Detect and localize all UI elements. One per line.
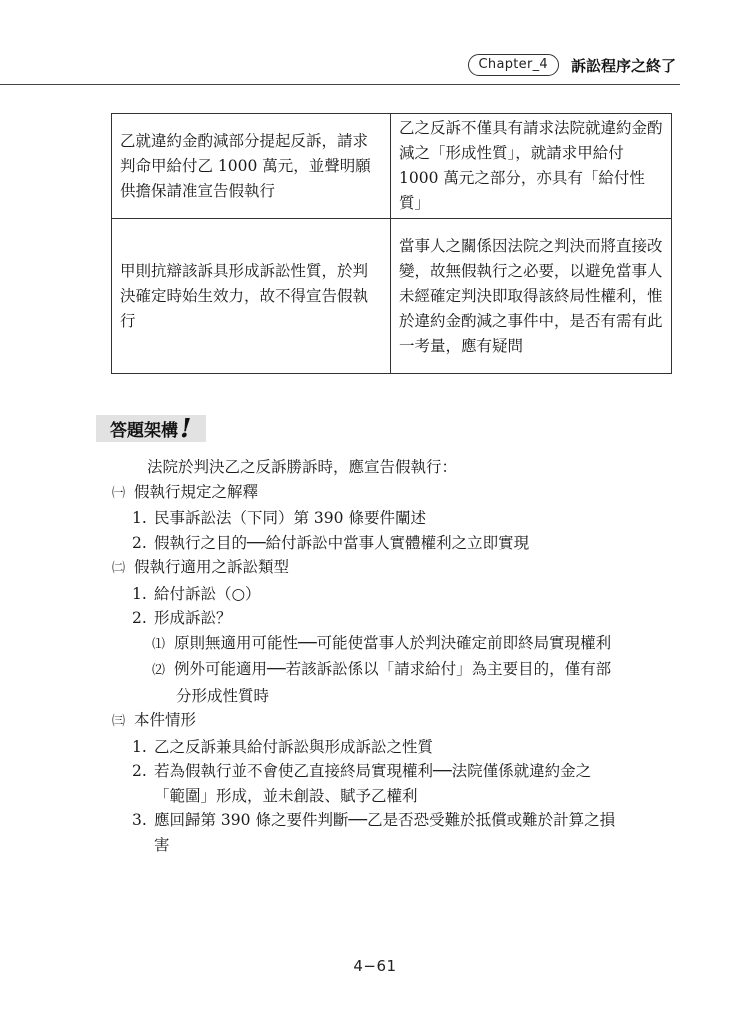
- outline-subitem: [0, 657, 750, 684]
- outline-section-3: [0, 708, 750, 735]
- subitem-text: 例外可能適用──若該訴訟係以「請求給付」為主要目的，僅有部: [174, 660, 612, 678]
- item-text: 假執行之目的──給付訴訟中當事人實體權利之立即實現: [154, 533, 530, 552]
- subitem-number: ⑵: [152, 663, 166, 678]
- outline-section-2: [0, 555, 750, 582]
- item-continuation: 害: [154, 835, 170, 854]
- table-row: [112, 219, 672, 374]
- outline-item: [0, 531, 750, 556]
- table-row: [112, 114, 672, 219]
- outline-item: [0, 582, 750, 607]
- running-header: [468, 54, 676, 76]
- section-marker: ㈡: [112, 561, 126, 576]
- table-cell-analysis: 當事人之關係因法院之判決而將直接改變，故無假執行之必要，以避免當事人未經確定判決即取得該終局性權利，惟於違約金酌減之事件中，是否有需有此一考量，應有疑問: [391, 219, 672, 374]
- section-heading: [96, 415, 206, 442]
- outline-item: [0, 506, 750, 531]
- exclamation-icon: !: [180, 413, 192, 444]
- item-text: 若為假執行並不會使乙直接終局實現權利──法院僅係就違約金之: [154, 762, 592, 780]
- item-number: 1.: [132, 584, 147, 603]
- page-number: 4−61: [353, 957, 397, 975]
- table-cell-analysis: 乙之反訴不僅具有請求法院就違約金酌減之「形成性質」，就請求甲給付 1000 萬元之部分，亦具有「給付性質」: [391, 114, 672, 219]
- table-cell-fact: 乙就違約金酌減部分提起反訴，請求判命甲給付乙 1000 萬元，並聲明願供擔保請准宣告假執行: [112, 114, 391, 219]
- outline-subitem: [0, 631, 750, 658]
- subitem-number: ⑴: [152, 636, 166, 652]
- header-rule: [0, 84, 680, 85]
- item-text: 形成訴訟？: [154, 609, 232, 627]
- outline-item: [0, 808, 750, 833]
- outline-item: [0, 606, 750, 631]
- outline-intro: 法院於判決乙之反訴勝訴時，應宣告假執行：: [147, 458, 458, 476]
- item-continuation: 「範圍」形成，並未創設、賦予乙權利: [154, 786, 418, 805]
- item-text: 給付訴訟（○）: [154, 584, 261, 603]
- section-marker: ㈠: [112, 485, 126, 501]
- chapter-label: Chapter_4: [468, 54, 559, 76]
- item-text: 應回歸第 390 條之要件判斷──乙是否恐受難於抵償或難於計算之損: [154, 811, 616, 829]
- outline-section-1: [0, 480, 750, 507]
- section-title: 假執行規定之解釋: [134, 482, 259, 501]
- subitem-text: 原則無適用可能性──可能使當事人於判決確定前即終局實現權利: [174, 633, 612, 652]
- item-number: 3.: [132, 811, 147, 829]
- case-comparison-table: [111, 113, 672, 374]
- table-cell-fact: 甲則抗辯該訴具形成訴訟性質，於判決確定時始生效力，故不得宣告假執行: [112, 219, 391, 374]
- item-number: 2.: [132, 533, 147, 552]
- item-number: 1.: [132, 737, 147, 756]
- item-number: 2.: [132, 609, 147, 627]
- outline-item: [0, 735, 750, 760]
- item-text: 乙之反訴兼具給付訴訟與形成訴訟之性質: [154, 737, 434, 756]
- section-marker: ㈢: [112, 714, 126, 729]
- item-number: 1.: [132, 509, 147, 527]
- answer-outline: [0, 455, 750, 857]
- section-title: 假執行適用之訴訟類型: [134, 558, 290, 576]
- section-title: 本件情形: [134, 711, 197, 729]
- outline-item: [0, 759, 750, 784]
- chapter-title: 訴訟程序之終了: [570, 56, 676, 75]
- subitem-continuation: 分形成性質時: [176, 686, 270, 705]
- item-number: 2.: [132, 762, 147, 780]
- item-text: 民事訴訟法（下同）第 390 條要件闡述: [154, 509, 426, 527]
- section-heading-text: 答題架構: [110, 421, 178, 441]
